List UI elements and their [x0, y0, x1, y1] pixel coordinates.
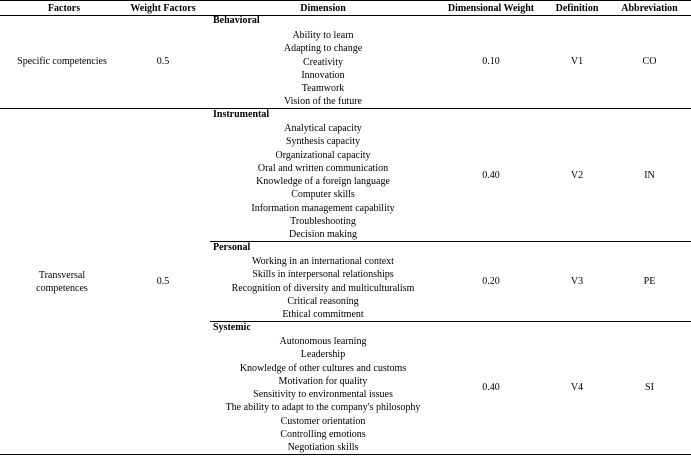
group-divider — [210, 321, 691, 322]
factor-transversal-weight: 0.5 — [156, 276, 170, 287]
factor-transversal-name — [0, 269, 124, 295]
list-item: Negotiation skills — [287, 442, 359, 454]
list-item: Controlling emotions — [280, 429, 366, 441]
list-item: Motivation for quality — [278, 375, 368, 387]
list-item: Leadership — [300, 349, 346, 361]
list-item: Innovation — [301, 69, 345, 81]
group-instrumental-abbreviation: IN — [644, 170, 655, 181]
list-item: Adapting to change — [283, 43, 363, 55]
group-systemic-definition: V4 — [570, 382, 584, 393]
top-rule — [0, 0, 691, 1]
list-item: Knowledge of other cultures and customs — [239, 362, 407, 374]
list-item: Analytical capacity — [284, 123, 362, 134]
group-personal-weight: 0.20 — [482, 276, 500, 287]
list-item: Customer orientation — [280, 415, 366, 427]
group-behavioral-heading: Behavioral — [213, 15, 260, 26]
list-item: Vision of the future — [284, 96, 362, 108]
bottom-rule — [0, 454, 691, 455]
group-divider — [210, 241, 691, 242]
list-item: The ability to adapt to the company's philosophy — [225, 402, 421, 414]
group-instrumental-definition: V2 — [570, 170, 584, 181]
list-item: Knowledge of a foreign language — [256, 176, 390, 188]
header-definition: Definition — [555, 3, 599, 14]
group-personal-definition: V3 — [570, 276, 584, 287]
group-systemic-abbreviation: SI — [645, 382, 654, 393]
factor-specific-weight: 0.5 — [156, 56, 170, 67]
header-dimension: Dimension — [300, 3, 346, 14]
factor-divider — [0, 108, 691, 109]
list-item: Organizational capacity — [275, 149, 371, 161]
header-weight-factors: Weight Factors — [130, 3, 196, 14]
list-item: Information management capability — [251, 202, 395, 214]
group-behavioral-items — [210, 29, 436, 109]
header-abbreviation: Abbreviation — [621, 3, 678, 14]
list-item: Creativity — [303, 56, 343, 68]
list-item: Synthesis capacity — [285, 136, 361, 148]
group-personal-items — [210, 255, 436, 321]
group-systemic-weight: 0.40 — [482, 382, 500, 393]
list-item: Working in an international context — [252, 256, 394, 267]
header-factors: Factors — [47, 3, 81, 14]
list-item: Autonomous learning — [279, 336, 367, 347]
list-item: Skills in interpersonal relationships — [252, 269, 394, 281]
list-item: Troubleshooting — [290, 216, 356, 228]
list-item: Ethical commitment — [282, 309, 364, 321]
list-item: Teamwork — [301, 83, 345, 95]
group-systemic-items — [210, 335, 436, 455]
list-item: Ability to learn — [292, 30, 354, 41]
group-instrumental-weight: 0.40 — [482, 170, 500, 181]
factor-transversal-name-line2: competences — [36, 283, 88, 294]
group-personal-abbreviation: PE — [643, 276, 656, 287]
list-item: Recognition of diversity and multiculturalism — [231, 282, 415, 294]
group-behavioral-abbreviation: CO — [642, 56, 657, 67]
factor-specific-name: Specific competencies — [17, 56, 107, 67]
group-personal-heading: Personal — [213, 242, 251, 253]
header-rule — [0, 15, 691, 16]
group-instrumental-heading: Instrumental — [213, 109, 270, 120]
list-item: Computer skills — [291, 189, 355, 201]
group-instrumental-items — [210, 122, 436, 242]
group-systemic-heading: Systemic — [213, 322, 251, 333]
list-item: Critical reasoning — [287, 295, 359, 307]
list-item: Decision making — [288, 229, 358, 241]
group-behavioral-weight: 0.10 — [482, 56, 500, 67]
list-item: Sensitivity to environmental issues — [253, 389, 393, 401]
factor-transversal-name-line1: Transversal — [38, 270, 86, 281]
header-dimensional-weight: Dimensional Weight — [447, 3, 535, 14]
list-item: Oral and written communication — [257, 162, 389, 174]
group-behavioral-definition: V1 — [570, 56, 584, 67]
